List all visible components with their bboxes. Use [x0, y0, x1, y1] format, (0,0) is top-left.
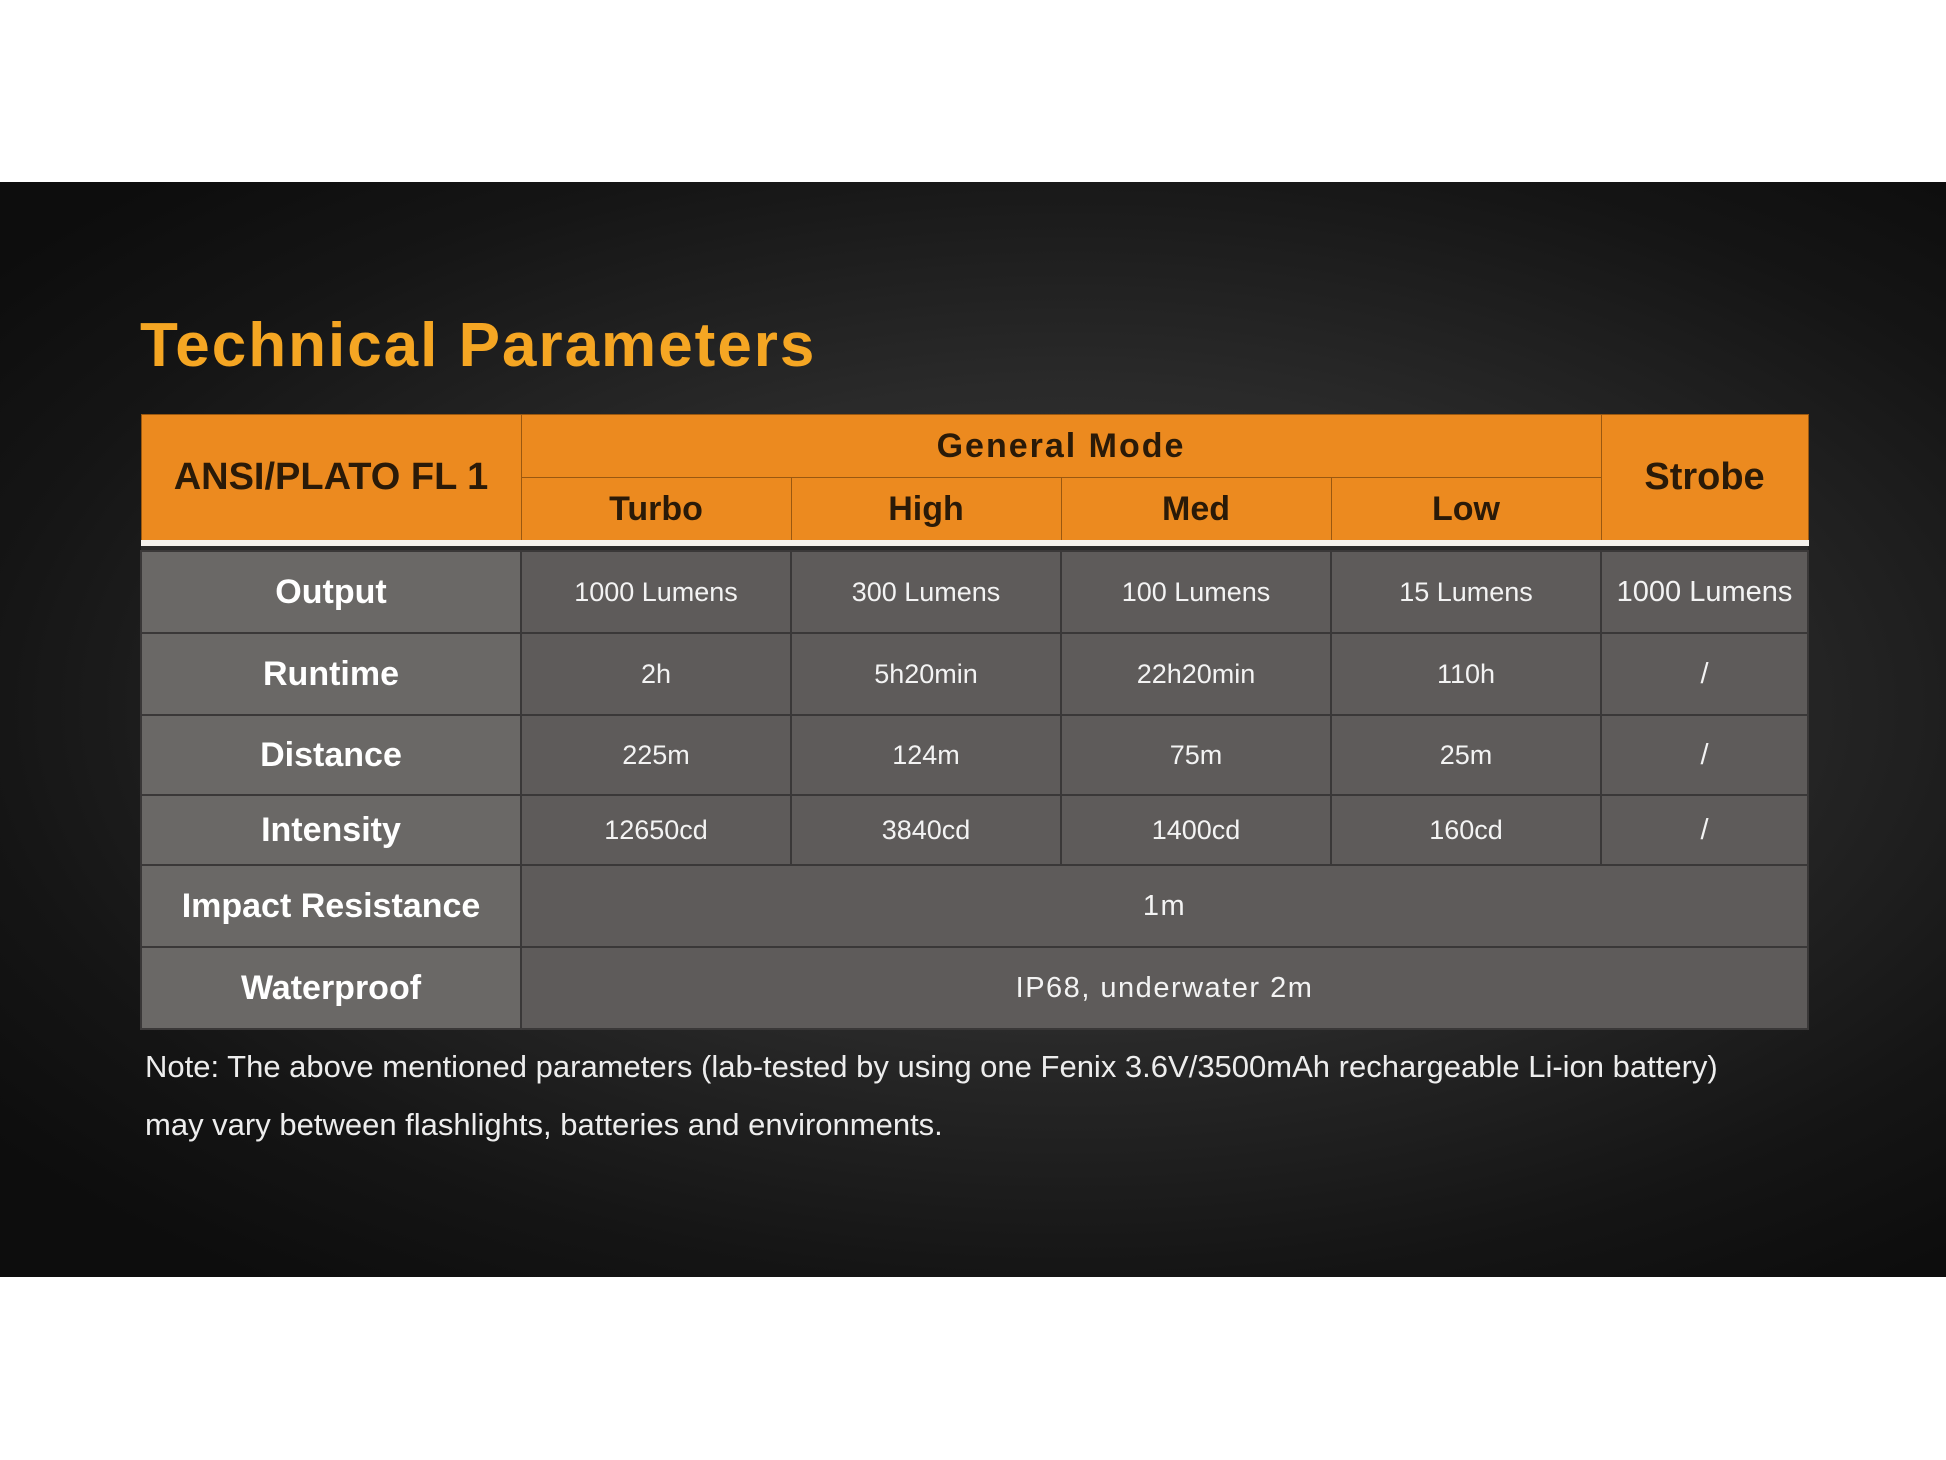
table-cell: 110h — [1331, 633, 1601, 715]
table-cell: 124m — [791, 715, 1061, 795]
table-cell: 1m — [521, 865, 1808, 947]
table-cell: / — [1601, 795, 1808, 865]
row-header: Impact Resistance — [141, 865, 521, 947]
footnote-line-1: Note: The above mentioned parameters (lab-tested by using one Fenix 3.6V/3500mAh rechargeable Li-ion battery) — [145, 1049, 1718, 1084]
strobe-header: Strobe — [1601, 415, 1808, 544]
mode-header-med: Med — [1061, 478, 1331, 544]
footnote-line-2: may vary between flashlights, batteries and environments. — [145, 1107, 943, 1142]
footnote — [145, 1038, 1825, 1154]
table-row-output — [141, 551, 1808, 633]
table-row-intensity — [141, 795, 1808, 865]
table-cell: 15 Lumens — [1331, 551, 1601, 633]
table-cell: 3840cd — [791, 795, 1061, 865]
table-row-waterproof — [141, 947, 1808, 1029]
row-header: Intensity — [141, 795, 521, 865]
table-cell: 1000 Lumens — [1601, 551, 1808, 633]
table-cell: / — [1601, 715, 1808, 795]
table-row-impact-resistance — [141, 865, 1808, 947]
table-cell: IP68, underwater 2m — [521, 947, 1808, 1029]
corner-header: ANSI/PLATO FL 1 — [141, 415, 521, 544]
row-header: Waterproof — [141, 947, 521, 1029]
table-cell: 1400cd — [1061, 795, 1331, 865]
table-cell: 2h — [521, 633, 791, 715]
mode-header-turbo: Turbo — [521, 478, 791, 544]
table-cell: / — [1601, 633, 1808, 715]
table-cell: 25m — [1331, 715, 1601, 795]
row-header: Distance — [141, 715, 521, 795]
table-cell: 225m — [521, 715, 791, 795]
table-cell: 100 Lumens — [1061, 551, 1331, 633]
table-cell: 12650cd — [521, 795, 791, 865]
table-cell: 75m — [1061, 715, 1331, 795]
table-cell: 160cd — [1331, 795, 1601, 865]
spec-table — [140, 414, 1809, 1030]
table-cell: 5h20min — [791, 633, 1061, 715]
table-row-distance — [141, 715, 1808, 795]
spec-panel — [0, 182, 1946, 1277]
mode-header-low: Low — [1331, 478, 1601, 544]
table-cell: 22h20min — [1061, 633, 1331, 715]
table-row-runtime — [141, 633, 1808, 715]
page-title: Technical Parameters — [140, 311, 817, 380]
row-header: Runtime — [141, 633, 521, 715]
row-header: Output — [141, 551, 521, 633]
general-mode-header: General Mode — [521, 415, 1601, 478]
table-cell: 1000 Lumens — [521, 551, 791, 633]
mode-header-high: High — [791, 478, 1061, 544]
table-cell: 300 Lumens — [791, 551, 1061, 633]
